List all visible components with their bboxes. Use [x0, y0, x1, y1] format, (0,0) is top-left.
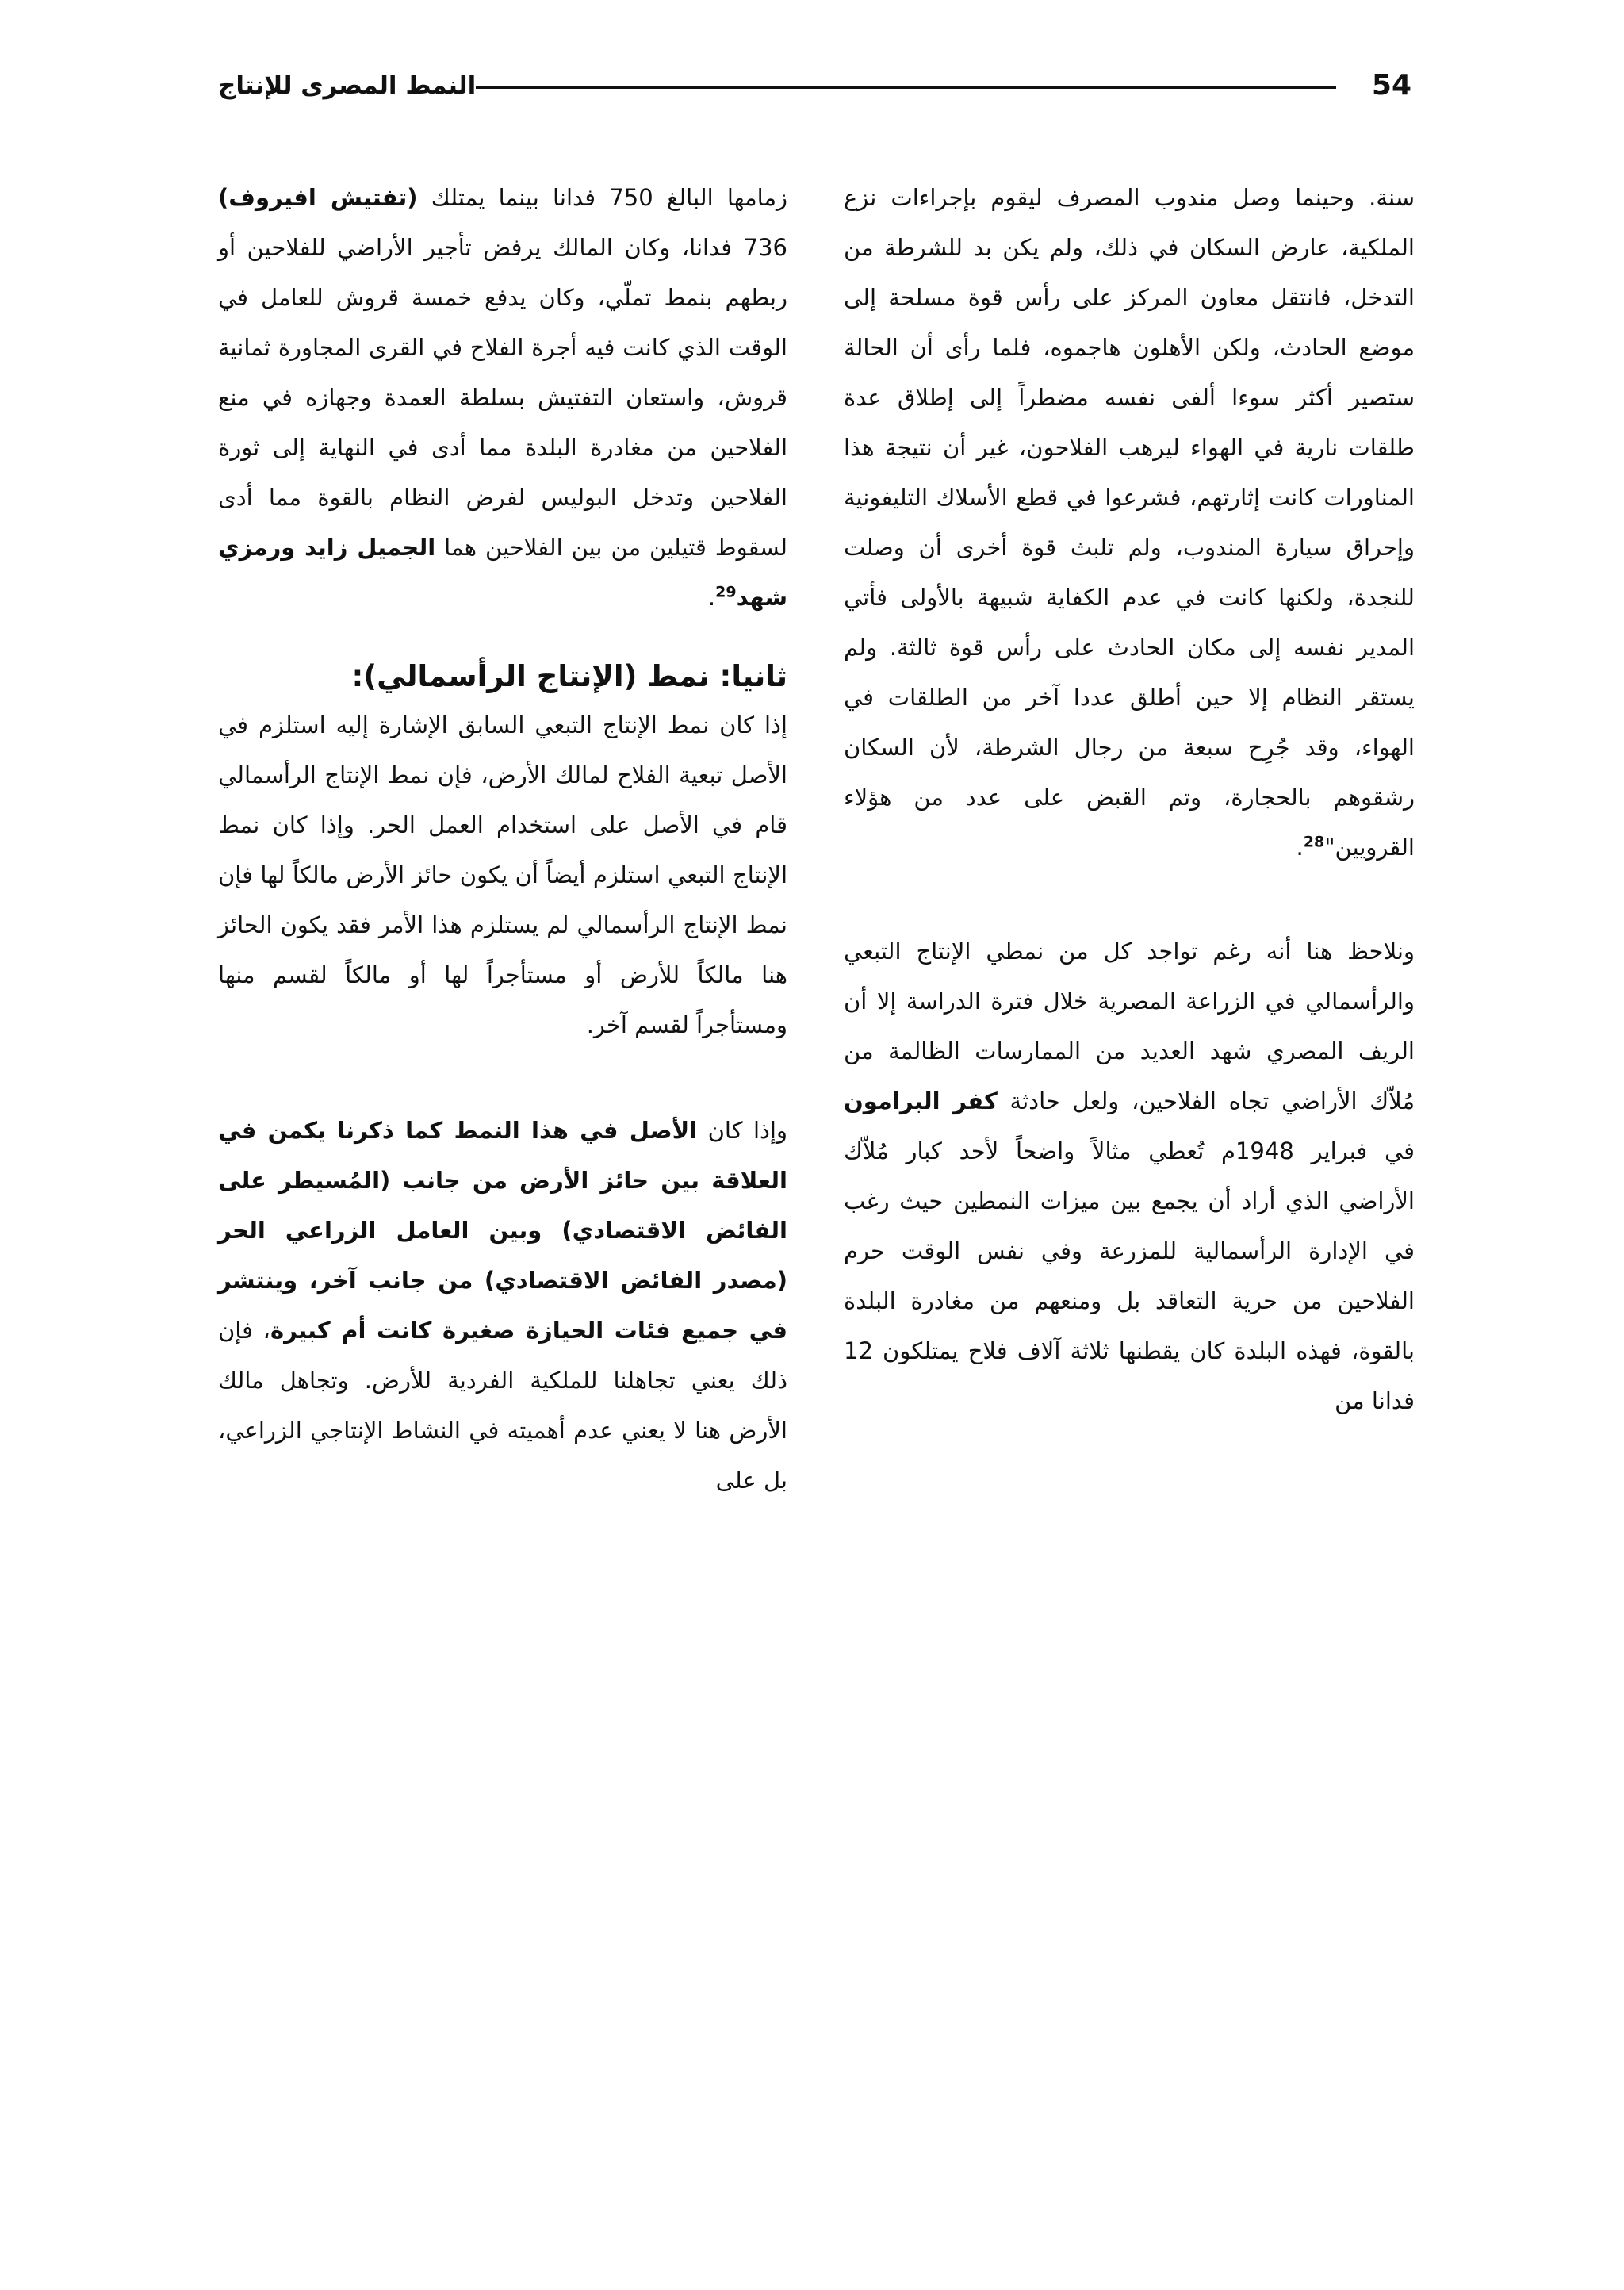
footnote-ref-28: 28	[1303, 833, 1325, 851]
running-header-title: النمط المصرى للإنتاج	[218, 71, 477, 100]
footnote-ref-29: 29	[715, 583, 737, 601]
left-paragraph-2: إذا كان نمط الإنتاج التبعي السابق الإشارة إليه استلزم في الأصل تبعية الفلاح لمالك الأرض، فإن نمط الإنتاج الرأسمالي قام في الأصل على استخدام العمل الحر. وإذا كان نمط الإنتاج التبعي استلزم أيضاً أن يكون حائز الأرض مالكاً لها فإن نمط الإنتاج الرأسمالي لم يستلزم هذا الأمر فقد يكون الحائز هنا مالكاً للأرض أو مستأجراً لها أو مالكاً لقسم منها ومستأجراً لقسم آخر.	[218, 712, 787, 1038]
running-header	[218, 62, 1411, 109]
left-paragraph-3: وإذا كان الأصل في هذا النمط كما ذكرنا يكمن في العلاقة بين حائز الأرض من جانب (المُسيطر على الفائض الاقتصادي) وبين العامل الزراعي الحر (مصدر الفائض الاقتصادي) من جانب آخر، وينتشر في جميع فئات الحيازة صغيرة كانت أم كبيرة، فإن ذلك يعني تجاهلنا للملكية الفردية للأرض. وتجاهل مالك الأرض هنا لا يعني عدم أهميته في النشاط الإنتاجي الزراعي، بل على	[218, 1117, 788, 1494]
right-paragraph-2: ونلاحظ هنا أنه رغم تواجد كل من نمطي الإنتاج التبعي والرأسمالي في الزراعة المصرية خلال فترة الدراسة إلا أن الريف المصري شهد العديد من الممارسات الظالمة من مُلاّك الأراضي تجاه الفلاحين، ولعل حادثة كفر البرامون في فبراير 1948م تُعطي مثالاً واضحاً لأحد كبار مُلاّك الأراضي الذي أراد أن يجمع بين ميزات النمطين حيث رغب في الإدارة الرأسمالية للمزرعة وفي نفس الوقت حرم الفلاحين من حرية التعاقد بل ومنعهم من مغادرة البلدة بالقوة، فهذه البلدة كان يقطنها ثلاثة آلاف فلاح يمتلكون 12 فدانا من	[844, 938, 1415, 1414]
right-paragraph-1: سنة. وحينما وصل مندوب المصرف ليقوم بإجراءات نزع الملكية، عارض السكان في ذلك، ولم يكن بد للشرطة من التدخل، فانتقل معاون المركز على رأس قوة مسلحة إلى موضع الحادث، ولكن الأهلون هاجموه، فلما رأى أن الحالة ستصير أكثر سوءا ألفى نفسه مضطراً إلى إطلاق عدة طلقات نارية في الهواء ليرهب الفلاحون، غير أن نتيجة هذا المناورات كانت إثارتهم، فشرعوا في قطع الأسلاك التليفونية وإحراق سيارة المندوب، ولم تلبث قوة أخرى أن وصلت للنجدة، ولكنها كانت في عدم الكفاية شبيهة بالأولى فأتي المدير نفسه إلى مكان الحادث على رأس قوة ثالثة. ولم يستقر النظام إلا حين أطلق عددا آخر من الطلقات في الهواء، وقد جُرِح سبعة من رجال الشرطة، لأن السكان رشقوهم بالحجارة، وتم القبض على عدد من هؤلاء القرويين"$^{28}$.	[844, 184, 1415, 861]
right-column	[844, 173, 1415, 1426]
page-number: 54	[1371, 69, 1411, 102]
left-paragraph-1: زمامها البالغ 750 فدانا بينما يمتلك (تفتيش افيروف) 736 فدانا، وكان المالك يرفض تأجير الأراضي للفلاحين أو ربطهم بنمط تملّي، وكان يدفع خمسة قروش للعامل في الوقت الذي كانت فيه أجرة الفلاح في القرى المجاورة ثمانية قروش، واستعان التفتيش بسلطة العمدة وجهازه في منع الفلاحين من مغادرة البلدة مما أدى في النهاية إلى ثورة الفلاحين وتدخل البوليس لفرض النظام بالقوة مما أدى لسقوط قتيلين من بين الفلاحين هما الجميل زايد ورمزي شهد$^{29}$.	[218, 184, 787, 611]
section-heading: ثانيا: نمط (الإنتاج الرأسمالي):	[351, 659, 787, 693]
header-rule	[476, 86, 1336, 89]
left-column	[218, 173, 787, 1506]
